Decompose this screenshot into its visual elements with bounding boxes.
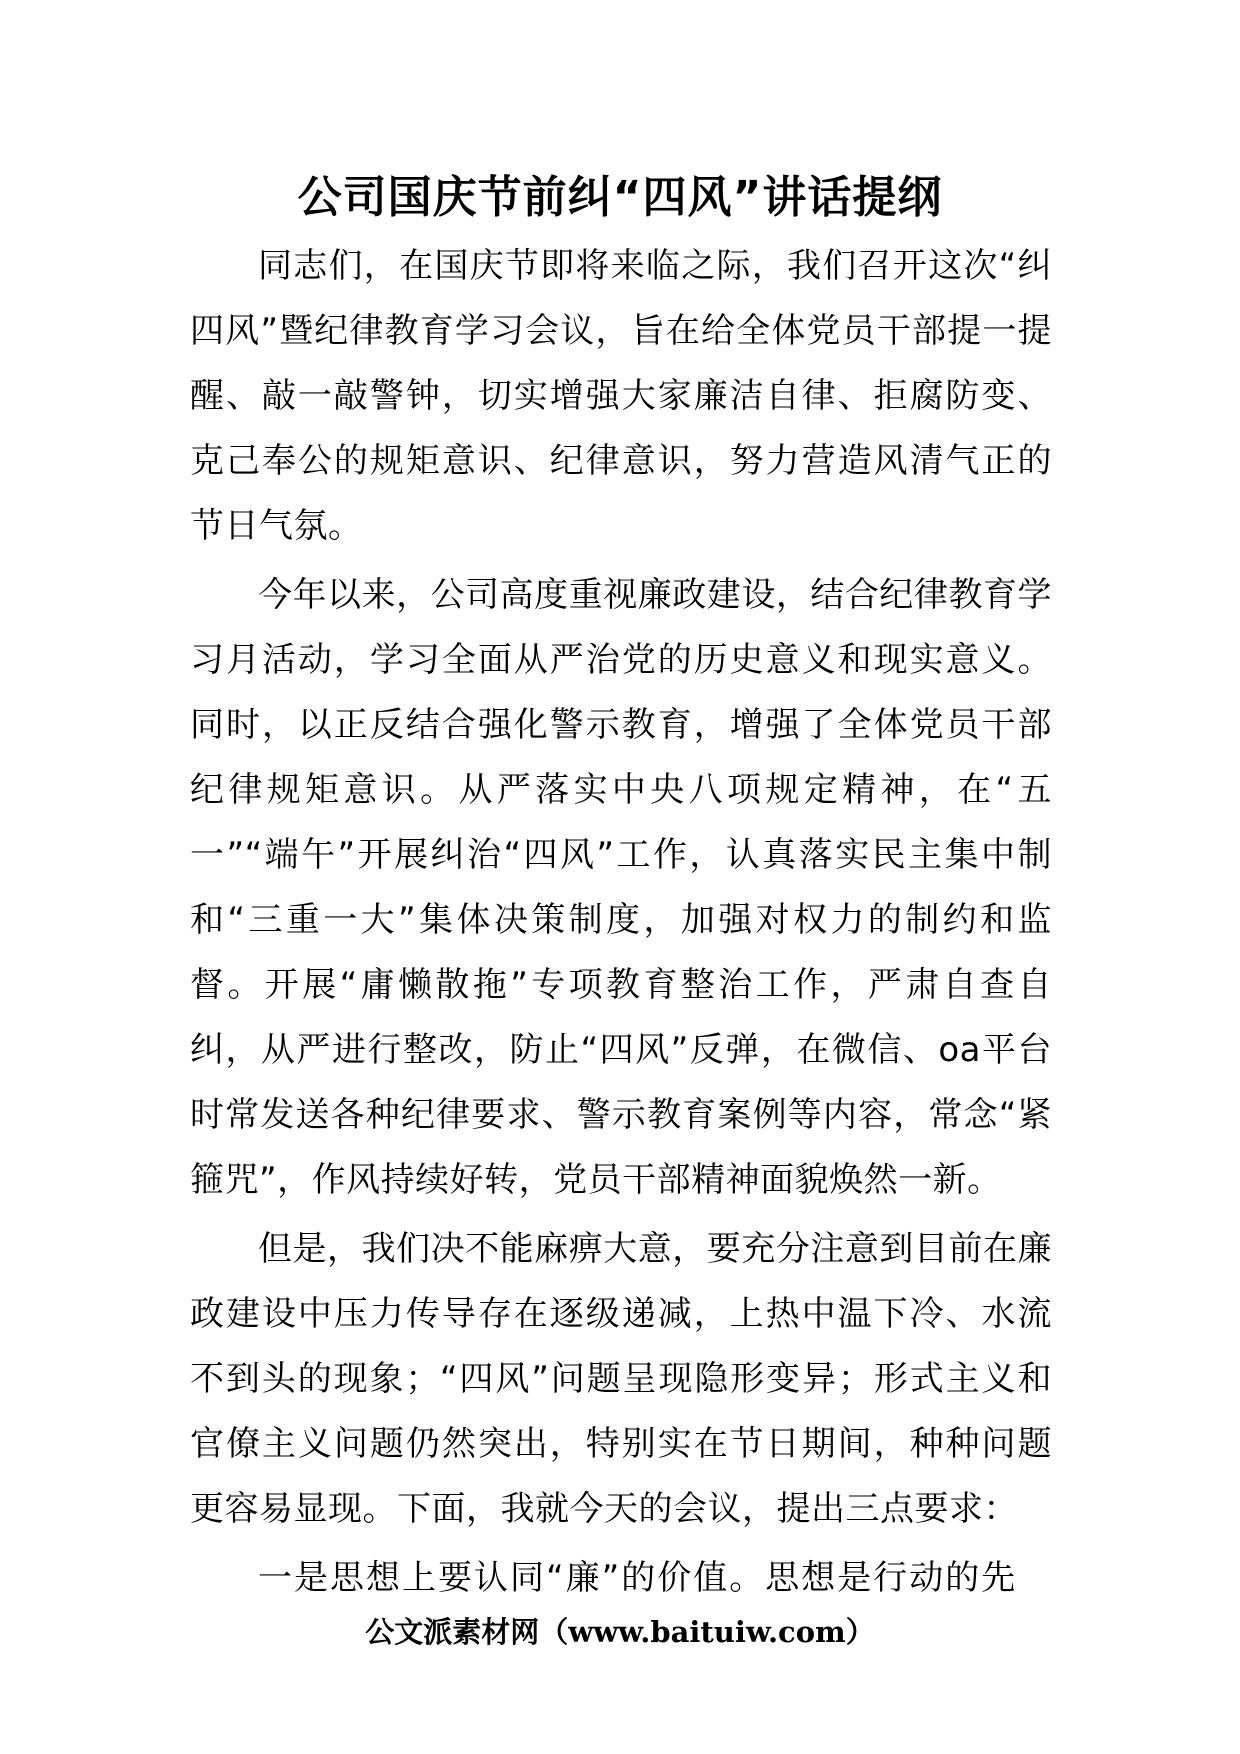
footer-watermark: 公文派素材网（www.baituiw.com） <box>365 1615 875 1649</box>
paragraph-achievements: 今年以来，公司高度重视廉政建设，结合纪律教育学习月活动，学习全面从严治党的历史意义和现实意义。同时，以正反结合强化警示教育，增强了全体党员干部纪律规矩意识。从严落实中央八项规定精神，在“五一”“端午”开展纠治“四风”工作，认真落实民主集中制和“三重一大”集体决策制度，加强对权力的制约和监督。开展“庸懒散拖”专项教育整治工作，严肃自查自纠，从严进行整改，防止“四风”反弹，在微信、oa平台时常发送各种纪律要求、警示教育案例等内容，常念“紧箍咒”，作风持续好转，党员干部精神面貌焕然一新。 <box>190 575 1052 1200</box>
paragraph-opening: 同志们，在国庆节即将来临之际，我们召开这次“纠四风”暨纪律教育学习会议，旨在给全体党员干部提一提醒、敲一敲警钟，切实增强大家廉洁自律、拒腐防变、克己奉公的规矩意识、纪律意识，努力营造风清气正的节日气氛。 <box>190 246 1052 546</box>
document-title: 公司国庆节前纠“四风”讲话提纲 <box>297 172 943 223</box>
paragraph-problems: 但是，我们决不能麻痹大意，要充分注意到目前在廉政建设中压力传导存在逐级递减，上热中温下冷、水流不到头的现象；“四风”问题呈现隐形变异；形式主义和官僚主义问题仍然突出，特别实在节日期间，种种问题更容易显现。下面，我就今天的会议，提出三点要求： <box>190 1229 1052 1529</box>
document-body <box>190 234 1052 1615</box>
paragraph-requirement-one: 一是思想上要认同“廉”的价值。思想是行动的先 <box>258 1558 1018 1598</box>
